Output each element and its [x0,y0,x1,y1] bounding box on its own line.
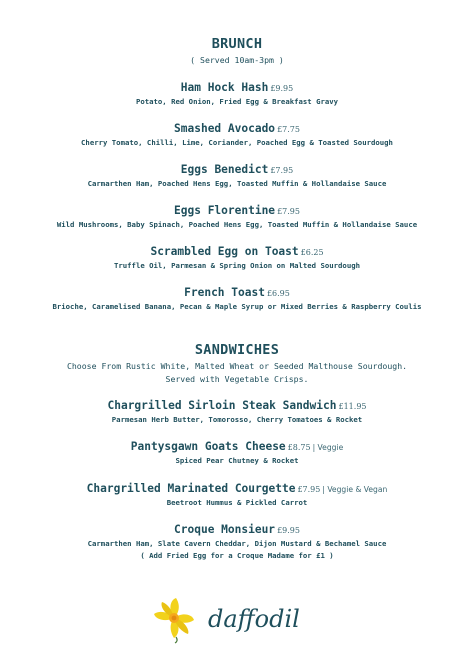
menu-item-name [0,523,474,536]
brunch-subtitle: ( Served 10am-3pm ) [190,55,284,65]
diet-tag: | Veggie & Vegan [322,485,388,494]
menu-item-name [0,399,474,412]
item-title: Eggs Benedict [180,163,269,176]
item-price: £9.95 [277,526,300,535]
item-price: £11.95 [338,402,367,411]
menu-item-description: Parmesan Herb Butter, Tomorosso, Cherry Tomatoes & Rocket [111,415,363,424]
sandwiches-subtitle: Choose From Rustic White, Malted Wheat or Seeded Malthouse Sourdough. [66,361,408,371]
menu-item-name [0,286,474,299]
item-price: £7.95 [270,166,294,175]
menu-item-note: ( Add Fried Egg for a Croque Madame for £1 ) [140,551,334,560]
item-price: £7.95 [297,485,321,494]
menu-item-description: Beetroot Hummus & Pickled Carrot [166,498,308,507]
menu-item-description: Wild Mushrooms, Baby Spinach, Poached Hens Egg, Toasted Muffin & Hollandaise Sauce [56,220,418,229]
item-price: £6.25 [300,248,324,257]
menu-item-name [0,204,474,217]
item-price: £9.95 [270,84,294,93]
item-title: Ham Hock Hash [180,81,269,94]
menu-item-name [0,81,474,94]
item-title: Croque Monsieur [174,523,276,536]
item-price: £7.75 [277,125,300,134]
menu-item-name [0,440,474,453]
item-price: £6.95 [266,289,290,298]
menu-item-name [0,482,474,495]
menu-item-description: Cherry Tomato, Chilli, Lime, Coriander, Poached Egg & Toasted Sourdough [81,138,393,147]
item-title: Smashed Avocado [174,122,276,135]
item-title: Scrambled Egg on Toast [150,245,299,258]
menu-item-description: Spiced Pear Chutney & Rocket [175,456,299,465]
item-title: Pantysgawn Goats Cheese [130,440,286,453]
item-title: Chargrilled Marinated Courgette [86,482,296,495]
item-price: £7.95 [277,207,300,216]
diet-tag: | Veggie [312,443,344,452]
sandwiches-subtitle: Served with Vegetable Crisps. [165,374,309,384]
logo-text: daffodil [208,605,300,633]
menu-item-name [0,245,474,258]
sandwiches-title: SANDWICHES [194,342,280,358]
menu-item-description: Carmarthen Ham, Slate Cavern Cheddar, Dijon Mustard & Bechamel Sauce [87,539,387,548]
daffodil-flower-icon [154,598,194,643]
menu-item-description: Truffle Oil, Parmesan & Spring Onion on Malted Sourdough [113,261,360,270]
item-title: Chargrilled Sirloin Steak Sandwich [107,399,337,412]
item-title: Eggs Florentine [174,204,276,217]
menu-item-description: Potato, Red Onion, Fried Egg & Breakfast Gravy [135,97,339,106]
menu-item-name [0,163,474,176]
menu-item-description: Brioche, Caramelised Banana, Pecan & Maple Syrup or Mixed Berries & Raspberry Coulis [52,302,422,311]
item-title: French Toast [184,286,265,299]
daffodil-logo [150,596,330,644]
item-price: £8.75 [287,443,311,452]
menu-item-description: Carmarthen Ham, Poached Hens Egg, Toasted Muffin & Hollandaise Sauce [87,179,387,188]
menu-item-name [0,122,474,135]
brunch-title: BRUNCH [211,36,263,52]
